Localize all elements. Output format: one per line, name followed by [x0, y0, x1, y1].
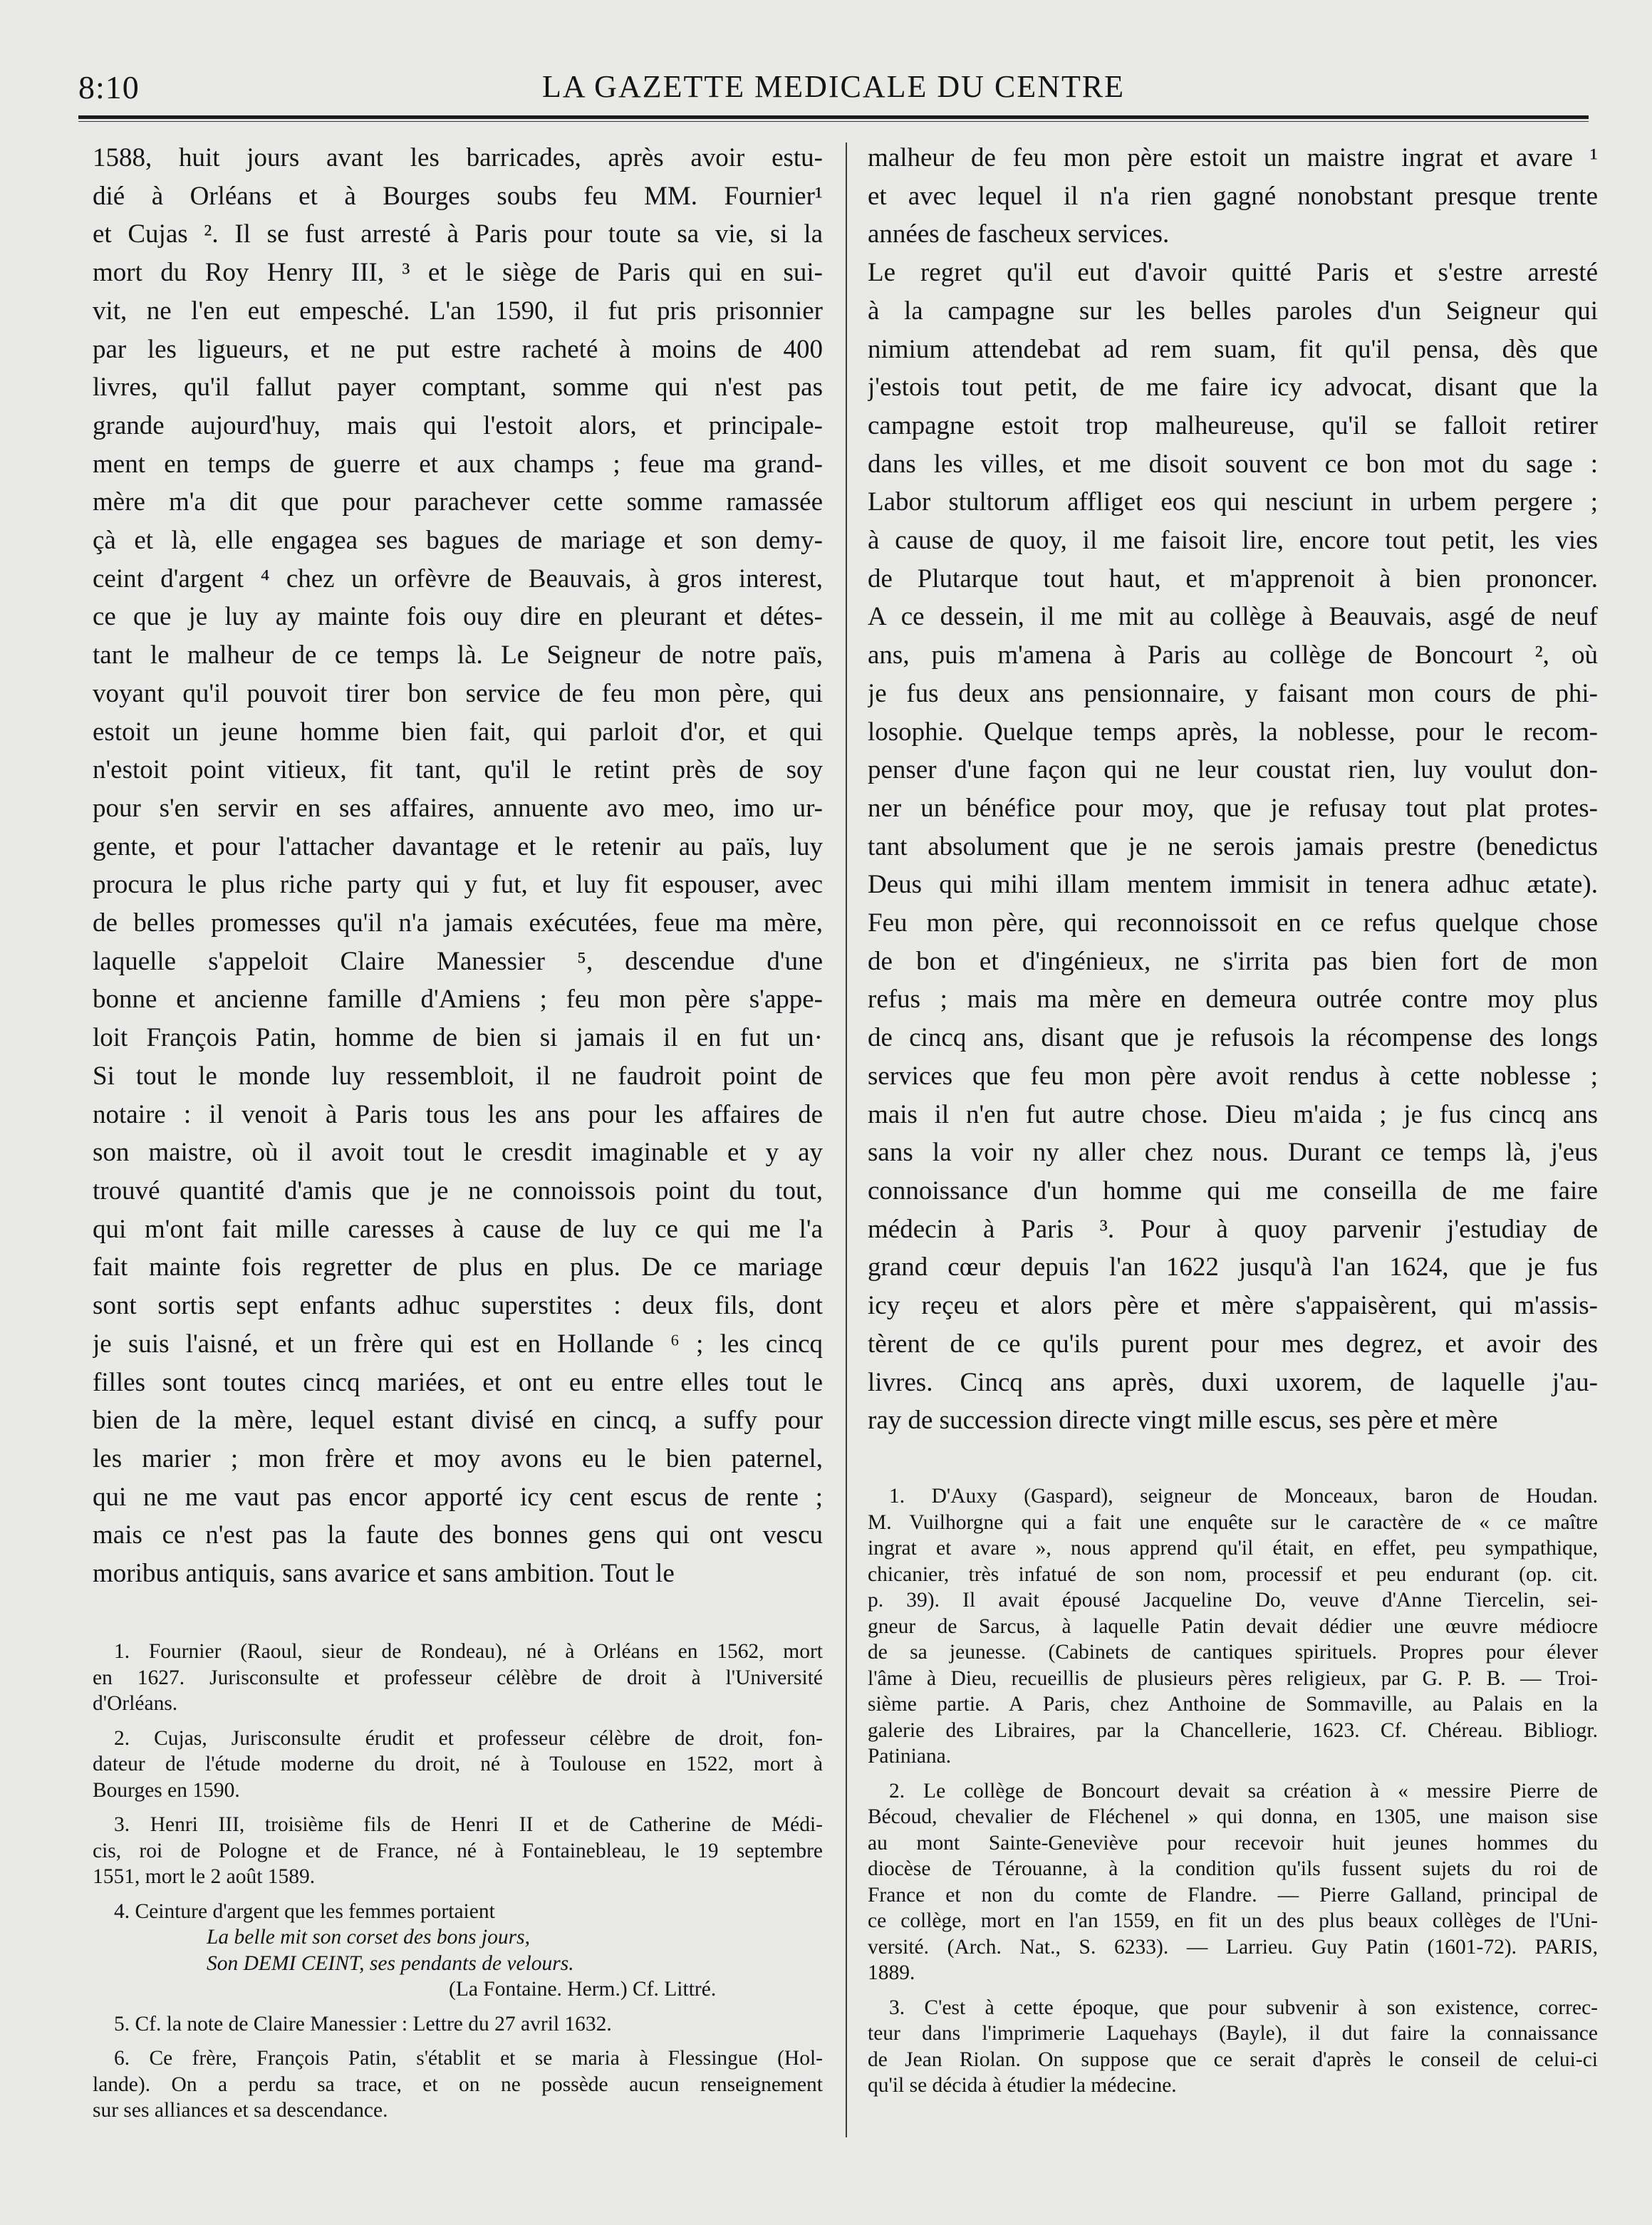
- footnote-line: M. Vuilhorgne qui a fait une enquête sur le caractère de « ce maître: [868, 1510, 1598, 1534]
- text-line: grand cœur depuis l'an 1622 jusqu'à l'an 1624, que je fus: [868, 1252, 1598, 1282]
- text-line: sans la voir ny aller chez nous. Durant ce temps là, j'eus: [868, 1138, 1598, 1168]
- footnote: [93, 1899, 823, 1925]
- footnote-line: Bourges en 1590.: [93, 1778, 240, 1802]
- footnote-line: p. 39). Il avait épousé Jacqueline Do, veuve d'Anne Tiercelin, sei-: [868, 1589, 1598, 1612]
- text-line: de cincq ans, disant que je refusois la récompense des longs: [868, 1023, 1598, 1053]
- text-line: gente, et pour l'attacher davantage et le retenir au païs, luy: [93, 831, 823, 861]
- text-line: Le regret qu'il eut d'avoir quitté Paris et s'estre arresté: [868, 258, 1598, 288]
- text-line: livres. Cincq ans après, duxi uxorem, de laquelle j'au-: [868, 1367, 1598, 1397]
- footnote-line: d'Orléans.: [93, 1692, 178, 1715]
- text-line: dans les villes, et me disoit souvent ce bon mot du sage :: [868, 449, 1598, 479]
- text-line: de bon et d'ingénieux, ne s'irrita pas bien fort de mon: [868, 946, 1598, 976]
- text-line: trouvé quantité d'amis que je ne connoissois point du tout,: [93, 1176, 823, 1205]
- text-line: dié à Orléans et à Bourges soubs feu MM. Fournier¹: [93, 181, 823, 211]
- footnotes-right: [868, 1483, 1598, 2107]
- text-line: loit François Patin, homme de bien si jamais il en fut un·: [93, 1023, 823, 1053]
- text-line: sont sortis sept enfants adhuc superstites : deux fils, dont: [93, 1291, 823, 1321]
- text-line: fait mainte fois regretter de plus en plus. De ce mariage: [93, 1252, 823, 1282]
- text-line: bonne et ancienne famille d'Amiens ; feu mon père s'appe-: [93, 985, 823, 1015]
- footnote-line: dateur de l'étude moderne du droit, né à Toulouse en 1522, mort à: [93, 1753, 823, 1775]
- verse-line1: La belle mit son corset des bons jours,: [207, 1926, 530, 1949]
- footnote-line: 2. Le collège de Boncourt devait sa création à « messire Pierre de: [889, 1779, 1598, 1803]
- text-line: malheur de feu mon père estoit un maistre ingrat et avare ¹: [868, 143, 1598, 172]
- text-line: services que feu mon père avoit rendus à cette noblesse ;: [868, 1061, 1598, 1091]
- header-rule-thin: [78, 121, 1589, 122]
- text-line: losophie. Quelque temps après, la noblesse, pour le recom-: [868, 717, 1598, 747]
- text-line: ment en temps de guerre et aux champs ; feue ma grand-: [93, 449, 823, 479]
- footnote-line: galerie des Libraires, par la Chancellerie, 1623. Cf. Chéreau. Bibliogr.: [868, 1718, 1598, 1742]
- footnote-line: Bécoud, chevalier de Fléchenel » qui donna, en 1305, une maison sise: [868, 1805, 1598, 1828]
- text-line: çà et là, elle engagea ses bagues de mariage et son demy-: [93, 526, 823, 556]
- footnote-line: diocèse de Térouanne, à la condition qu'ils fussent sujets du roi de: [868, 1857, 1598, 1880]
- text-line: Si tout le monde luy ressembloit, il ne faudroit point de: [93, 1061, 823, 1091]
- column-divider: [846, 142, 847, 2137]
- text-line: ans, puis m'amena à Paris au collège de Boncourt ², où: [868, 640, 1598, 670]
- text-line: à cause de quoy, il me faisoit lire, encore tout petit, les vies: [868, 526, 1598, 556]
- text-line: Labor stultorum affliget eos qui nesciunt in urbem pergere ;: [868, 487, 1598, 517]
- text-line: mère m'a dit que pour parachever cette somme ramassée: [93, 487, 823, 517]
- page-header: [78, 63, 1589, 113]
- footnote-line: Patiniana.: [868, 1745, 952, 1768]
- footnote-line: au mont Sainte-Geneviève pour recevoir huit jeunes hommes du: [868, 1831, 1598, 1855]
- text-line: de Plutarque tout haut, et m'apprenoit à bien prononcer.: [868, 564, 1598, 593]
- footnote-line: teur dans l'imprimerie Laquehays (Bayle), il dut faire la connaissance: [868, 2022, 1598, 2045]
- text-line: qui m'ont fait mille caresses à cause de luy ce qui me l'a: [93, 1214, 823, 1244]
- text-line: ray de succession directe vingt mille escus, ses père et mère: [868, 1406, 1498, 1436]
- verse-line2: Son DEMI CEINT, ses pendants de velours.: [207, 1951, 574, 1975]
- left-column: [93, 139, 823, 1593]
- footnote-line: gneur de Sarcus, à laquelle Patin devait dédier une œuvre médiocre: [868, 1614, 1598, 1638]
- text-line: livres, qu'il fallut payer comptant, somme qui n'est pas: [93, 373, 823, 403]
- footnote-line: lande). On a perdu sa trace, et on ne possède aucun renseignement: [93, 2073, 823, 2096]
- text-line: son maistre, où il avoit tout le cresdit imaginable et y ay: [93, 1138, 823, 1168]
- text-line: médecin à Paris ³. Pour à quoy parvenir j'estudiay de: [868, 1214, 1598, 1244]
- text-line: mort du Roy Henry III, ³ et le siège de Paris qui en sui-: [93, 258, 823, 288]
- text-line: ner un bénéfice pour moy, que je refusay tout plat protes-: [868, 793, 1598, 823]
- footnote: [868, 1483, 1598, 1770]
- footnote-line: versité. (Arch. Nat., S. 6233). — Larrieu. Guy Patin (1601-72). PARIS,: [868, 1935, 1598, 1959]
- text-line: tant absolument que je ne serois jamais prestre (benedictus: [868, 831, 1598, 861]
- footnote-line: sième partie. A Paris, chez Anthoine de Sommaville, au Palais en la: [868, 1693, 1598, 1716]
- footnote-line: 3. Henri III, troisième fils de Henri II et de Catherine de Médi-: [114, 1813, 823, 1836]
- text-line: par les ligueurs, et ne put estre racheté à moins de 400: [93, 334, 823, 364]
- text-line: et avec lequel il n'a rien gagné nonobstant presque trente: [868, 181, 1598, 211]
- text-line: icy reçeu et alors père et mère s'appaisèrent, qui m'assis-: [868, 1291, 1598, 1321]
- footnote: [93, 2045, 823, 2124]
- running-title: LA GAZETTE MEDICALE DU CENTRE: [541, 69, 1126, 104]
- footnote-line: 6. Ce frère, François Patin, s'établit et se maria à Flessingue (Hol-: [114, 2047, 823, 2070]
- footnote-line: 1. D'Auxy (Gaspard), seigneur de Monceaux, baron de Houdan.: [889, 1485, 1598, 1508]
- footnote-line: 5. Cf. la note de Claire Manessier : Lettre du 27 avril 1632.: [114, 2012, 612, 2035]
- text-line: années de fascheux services.: [868, 219, 1170, 249]
- text-line: filles sont toutes cincq mariées, et ont eu entre elles tout le: [93, 1367, 823, 1397]
- text-line: Feu mon père, qui reconnoissoit en ce refus quelque chose: [868, 908, 1598, 938]
- text-line: j'estois tout petit, de me faire icy advocat, disant que la: [868, 373, 1598, 403]
- header-rule: [78, 115, 1589, 119]
- footnote-line: 1889.: [868, 1961, 915, 1984]
- footnote: [868, 1778, 1598, 1986]
- text-line: moribus antiquis, sans avarice et sans ambition. Tout le: [93, 1559, 675, 1589]
- footnote-line: sur ses alliances et sa descendance.: [93, 2099, 388, 2122]
- footnote-line: qu'il se décida à étudier la médecine.: [868, 2074, 1177, 2097]
- footnote-line: France et non du comte de Flandre. — Pierre Galland, principal de: [868, 1883, 1598, 1907]
- text-line: tèrent de ce qu'ils purent pour mes degrez, et avoir des: [868, 1329, 1598, 1359]
- text-line: n'estoit point vitieux, fit tant, qu'il le retint près de soy: [93, 755, 823, 785]
- text-line: Deus qui mihi illam mentem immisit in tenera adhuc ætate).: [868, 870, 1598, 900]
- text-line: nimium attendebat ad rem suam, fit qu'il pensa, dès que: [868, 334, 1598, 364]
- footnote-line: chicanier, très infatué de son nom, processif et peu endurant (op. cit.: [868, 1562, 1598, 1586]
- text-line: notaire : il venoit à Paris tous les ans pour les affaires de: [93, 1099, 823, 1129]
- footnote-line: 1551, mort le 2 août 1589.: [93, 1865, 316, 1888]
- text-line: je suis l'aisné, et un frère qui est en Hollande ⁶ ; les cincq: [93, 1329, 823, 1359]
- text-line: bien de la mère, lequel estant divisé en cincq, a suffy pour: [93, 1406, 823, 1436]
- text-line: refus ; mais ma mère en demeura outrée contre moy plus: [868, 985, 1598, 1015]
- text-line: vit, ne l'en eut empesché. L'an 1590, il fut pris prisonnier: [93, 296, 823, 326]
- text-line: penser d'une façon qui ne leur coustat rien, luy voulut don-: [868, 755, 1598, 785]
- text-line: laquelle s'appeloit Claire Manessier ⁵, descendue d'une: [93, 946, 823, 976]
- footnote: [93, 1726, 823, 1804]
- text-line: ceint d'argent ⁴ chez un orfèvre de Beauvais, à gros interest,: [93, 564, 823, 593]
- footnote-line: 2. Cujas, Jurisconsulte érudit et professeur célèbre de droit, fon-: [114, 1726, 823, 1750]
- text-line: estoit un jeune homme bien fait, qui parloit d'or, et qui: [93, 717, 823, 747]
- text-line: connoissance d'un homme qui me conseilla de me faire: [868, 1176, 1598, 1205]
- footnote-line: en 1627. Jurisconsulte et professeur célèbre de droit à l'Université: [93, 1666, 823, 1689]
- footnote-line: 1. Fournier (Raoul, sieur de Rondeau), né à Orléans en 1562, mort: [114, 1640, 823, 1663]
- page-number: 8:10: [78, 69, 140, 105]
- text-line: mais ce n'est pas la faute des bonnes gens qui ont vescu: [93, 1520, 823, 1550]
- right-column: [868, 139, 1598, 1440]
- text-line: A ce dessein, il me mit au collège à Beauvais, asgé de neuf: [868, 602, 1598, 632]
- footnote: [868, 1995, 1598, 2099]
- text-line: voyant qu'il pouvoit tirer bon service de feu mon père, qui: [93, 678, 823, 708]
- footnote-line: 4. Ceinture d'argent que les femmes portaient: [114, 1899, 495, 1923]
- footnote-line: de Jean Riolan. On suppose que ce serait d'après le conseil de celui-ci: [868, 2048, 1598, 2071]
- text-line: de belles promesses qu'il n'a jamais exécutées, feue ma mère,: [93, 908, 823, 938]
- text-line: qui ne me vaut pas encor apporté icy cent escus de rente ;: [93, 1482, 823, 1512]
- text-line: grande aujourd'huy, mais qui l'estoit alors, et principale-: [93, 410, 823, 440]
- text-line: et Cujas ². Il se fust arresté à Paris pour toute sa vie, si la: [93, 219, 823, 249]
- footnote-line: ce collège, mort en l'an 1559, en fit un des plus beaux collèges de l'Uni-: [868, 1909, 1598, 1932]
- footnote: [93, 1812, 823, 1890]
- text-line: procura le plus riche party qui y fut, et luy fit espouser, avec: [93, 870, 823, 900]
- text-line: 1588, huit jours avant les barricades, après avoir estu-: [93, 143, 823, 172]
- footnote: [93, 1639, 823, 1717]
- text-line: je fus deux ans pensionnaire, y faisant mon cours de phi-: [868, 678, 1598, 708]
- text-line: campagne estoit trop malheureuse, qu'il se falloit retirer: [868, 410, 1598, 440]
- footnote-line: cis, roi de Pologne et de France, né à Fontainebleau, le 19 septembre: [93, 1839, 823, 1862]
- footnote-line: de sa jeunesse. (Cabinets de cantiques spirituels. Propres pour élever: [868, 1641, 1598, 1664]
- footnote-line: l'âme à Dieu, recueillis de plusieurs pères religieux, par G. P. B. — Troi-: [868, 1666, 1598, 1690]
- footnotes-left: [93, 1639, 823, 2132]
- text-line: pour s'en servir en ses affaires, annuente avo meo, imo ur-: [93, 793, 823, 823]
- text-line: ce que je luy ay mainte fois ouy dire en pleurant et détes-: [93, 602, 823, 632]
- footnote-line: ingrat et avare », nous apprend qu'il était, en effet, peu sympathique,: [868, 1537, 1598, 1560]
- text-line: mais il n'en fut autre chose. Dieu m'aida ; je fus cincq ans: [868, 1099, 1598, 1129]
- footnote: [93, 2011, 823, 2038]
- verse-source: (La Fontaine. Herm.) Cf. Littré.: [449, 1978, 717, 2001]
- footnote-line: 3. C'est à cette époque, que pour subvenir à son existence, correc-: [889, 1996, 1598, 2019]
- text-line: à la campagne sur les belles paroles d'un Seigneur qui: [868, 296, 1598, 326]
- text-line: les marier ; mon frère et moy avons eu le bien paternel,: [93, 1443, 823, 1473]
- text-line: tant le malheur de ce temps là. Le Seigneur de notre païs,: [93, 640, 823, 670]
